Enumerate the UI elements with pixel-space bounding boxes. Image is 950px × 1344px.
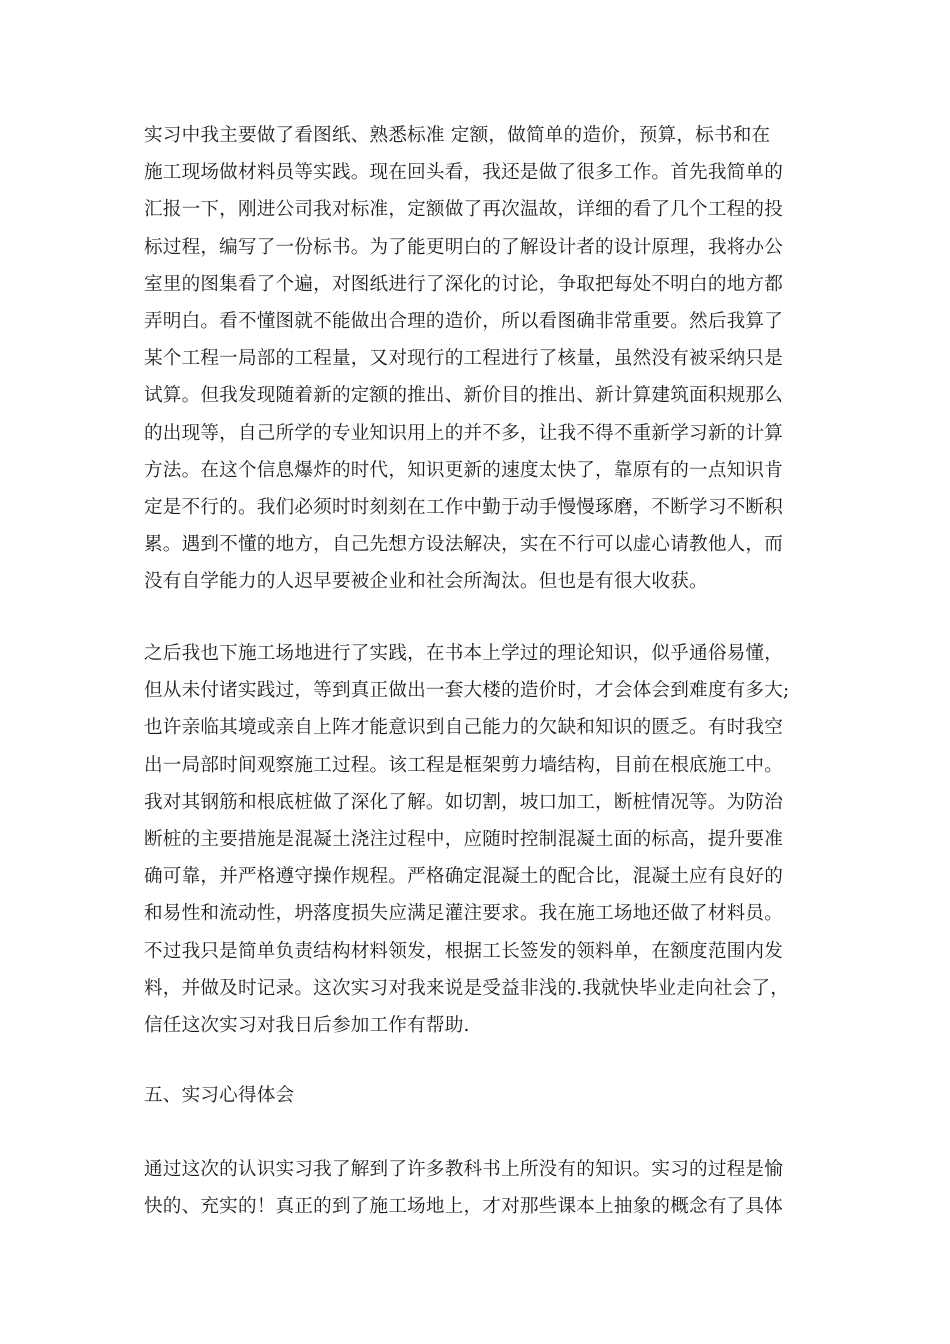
text-line: 的出现等，自己所学的专业知识用上的并不多，让我不得不重新学习新的计算 bbox=[144, 422, 783, 444]
text-line: 施工现场做材料员等实践。现在回头看，我还是做了很多工作。首先我简单的 bbox=[144, 162, 783, 184]
heading-text: 五、实习心得体会 bbox=[144, 1085, 295, 1106]
text-line: 也许亲临其境或亲自上阵才能意识到自己能力的欠缺和知识的匮乏。有时我空 bbox=[144, 717, 783, 739]
text-line: 但从未付诸实践过，等到真正做出一套大楼的造价时，才会体会到难度有多大; bbox=[144, 680, 790, 702]
text-line: 通过这次的认识实习我了解到了许多教科书上所没有的知识。实习的过程是愉 bbox=[144, 1159, 783, 1180]
section-heading bbox=[144, 1077, 808, 1114]
text-line: 试算。但我发现随着新的定额的推出、新价目的推出、新计算建筑面积规那么 bbox=[144, 385, 783, 407]
text-line: 确可靠，并严格遵守操作规程。严格确定混凝土的配合比，混凝土应有良好的 bbox=[144, 866, 783, 888]
paragraph-reflection bbox=[144, 1151, 808, 1225]
text-line: 实习中我主要做了看图纸、熟悉标准 定额，做简单的造价，预算，标书和在 bbox=[144, 125, 771, 146]
text-line: 信任这次实习对我日后参加工作有帮助. bbox=[144, 1015, 470, 1037]
text-line: 标过程，编写了一份标书。为了能更明白的了解设计者的设计原理，我将办公 bbox=[144, 236, 783, 258]
text-line: 快的、充实的！真正的到了施工场地上，才对那些课本上抽象的概念有了具体 bbox=[144, 1196, 783, 1218]
text-line: 累。遇到不懂的地方，自己先想方设法解决，实在不行可以虚心请教他人，而 bbox=[144, 534, 783, 556]
text-line: 和易性和流动性，坍落度损失应满足灌注要求。我在施工场地还做了材料员。 bbox=[144, 903, 783, 925]
text-line: 不过我只是简单负责结构材料领发，根据工长签发的领料单，在额度范围内发 bbox=[144, 940, 783, 962]
paragraph-site-practice bbox=[144, 635, 808, 1044]
text-line: 室里的图集看了个遍，对图纸进行了深化的讨论，争取把每处不明白的地方都 bbox=[144, 273, 783, 295]
text-line: 出一局部时间观察施工过程。该工程是框架剪力墙结构，目前在根底施工中。 bbox=[144, 754, 783, 776]
text-line: 弄明白。看不懂图就不能做出合理的造价，所以看图确非常重要。然后我算了 bbox=[144, 311, 783, 333]
paragraph-internship-work bbox=[144, 117, 808, 601]
text-line: 之后我也下施工场地进行了实践，在书本上学过的理论知识，似乎通俗易懂， bbox=[144, 643, 783, 664]
text-line: 某个工程一局部的工程量，又对现行的工程进行了核量，虽然没有被采纳只是 bbox=[144, 348, 783, 370]
text-line: 料，并做及时记录。这次实习对我来说是受益非浅的.我就快毕业走向社会了， bbox=[144, 977, 790, 999]
text-line: 断桩的主要措施是混凝土浇注过程中，应随时控制混凝土面的标高，提升要准 bbox=[144, 829, 783, 851]
text-line: 定是不行的。我们必须时时刻刻在工作中勤于动手慢慢琢磨，不断学习不断积 bbox=[144, 497, 783, 519]
text-line: 汇报一下，刚进公司我对标准，定额做了再次温故，详细的看了几个工程的投 bbox=[144, 199, 783, 221]
text-line: 没有自学能力的人迟早要被企业和社会所淘汰。但也是有很大收获。 bbox=[144, 571, 708, 593]
text-line: 我对其钢筋和根底桩做了深化了解。如切割，坡口加工，断桩情况等。为防治 bbox=[144, 791, 783, 813]
text-line: 方法。在这个信息爆炸的时代，知识更新的速度太快了，靠原有的一点知识肯 bbox=[144, 459, 783, 481]
